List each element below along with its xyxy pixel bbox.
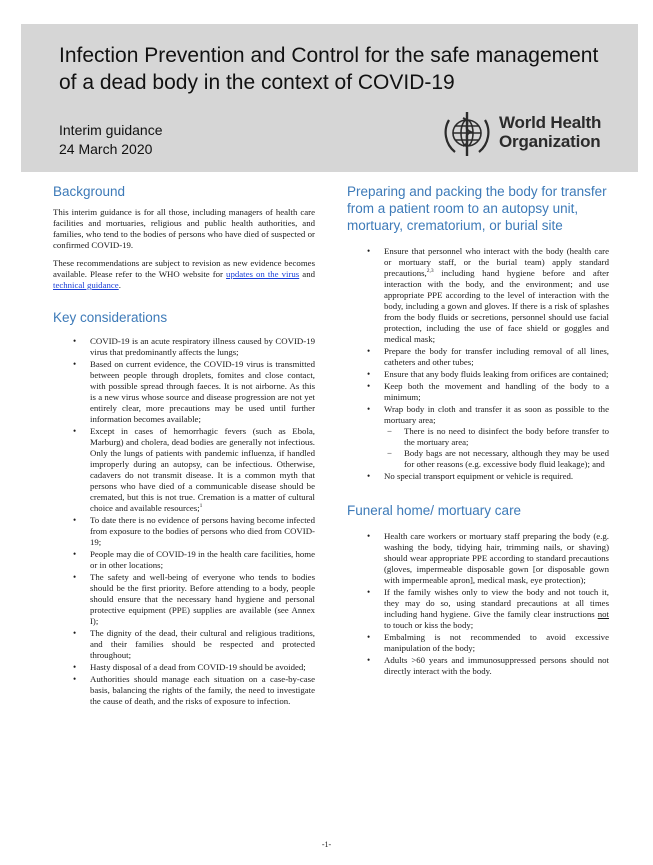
list-item: • Keep both the movement and handling of the body to a minimum;: [347, 381, 609, 403]
list-item: • Ensure that any body fluids leaking from orifices are contained;: [347, 369, 609, 380]
list-item: • If the family wishes only to view the body and not touch it, they may do so, using standard precautions at all times including hand hygiene. Give the family clear instructions not to touch or kiss the body;: [347, 587, 609, 631]
list-item: • People may die of COVID-19 in the health care facilities, home or in other locations;: [53, 549, 315, 571]
sub-list-item: − Body bags are not necessary, although they may be used for other reasons (e.g. excessive body fluid leakage); and: [384, 448, 609, 470]
list-item: • To date there is no evidence of persons having become infected from exposure to the bodies of persons who died from COVID-19;: [53, 515, 315, 548]
list-item: • Health care workers or mortuary staff preparing the body (e.g. washing the body, tidying hair, trimming nails, or shaving) should wear appropriate PPE according to standard precautions (gloves, impermeable disposable gown [or disposable gown with impermeable apron], medical mask, eye protection);: [347, 531, 609, 586]
list-item: • COVID-19 is an acute respiratory illness caused by COVID-19 virus that predominantly affects the lungs;: [53, 336, 315, 358]
list-item: • Wrap body in cloth and transfer it as soon as possible to the mortuary area; − There is no need to disinfect the body before transfer to the mortuary area; − Body bags are not necessary, although they may be used for other reasons (e.g. excessive body fluid leakage); and: [347, 404, 609, 470]
reference-marker: 2,3: [426, 268, 434, 275]
guidance-type: Interim guidance: [59, 122, 163, 138]
header-banner: [21, 24, 638, 172]
background-para-2: These recommendations are subject to revision as new evidence becomes available. Please refer to the WHO website for updates on the virus and technical guidance.: [53, 258, 315, 290]
key-considerations-heading: Key considerations: [53, 310, 168, 325]
list-item: • Hasty disposal of a dead from COVID-19 should be avoided;: [53, 662, 315, 673]
who-emblem-icon: [439, 108, 495, 158]
funeral-heading: Funeral home/ mortuary care: [347, 503, 522, 518]
list-item: • Prepare the body for transfer including removal of all lines, catheters and other tubes;: [347, 346, 609, 368]
preparing-heading: Preparing and packing the body for transfer from a patient room to an autopsy unit, mortuary, crematorium, or burial site: [347, 184, 607, 233]
who-logo: [439, 108, 629, 158]
updates-link[interactable]: updates on the virus: [226, 269, 300, 279]
list-item: • The dignity of the dead, their cultural and religious traditions, and their families should be respected and protected throughout;: [53, 628, 315, 661]
list-item: • Based on current evidence, the COVID-19 virus is transmitted between people through droplets, fomites and close contact, with possible spread through faeces. It is not airborne. As this is a new virus whose source and disease progression are not yet entirely clear, more precautions may be used until further information becomes available;: [53, 359, 315, 425]
technical-guidance-link[interactable]: technical guidance: [53, 280, 119, 290]
background-para-1: This interim guidance is for all those, including managers of health care facilities and mortuaries, religious and public health authorities, and families, who tend to the bodies of persons who have died of suspected or confirmed COVID-19.: [53, 207, 315, 250]
list-item: • Embalming is not recommended to avoid excessive manipulation of the body;: [347, 632, 609, 654]
subtitle: [59, 121, 163, 159]
page-title: Infection Prevention and Control for the safe management of a dead body in the context of COVID-19: [59, 44, 599, 94]
background-heading: Background: [53, 184, 126, 199]
publication-date: 24 March 2020: [59, 141, 153, 157]
list-item: • Adults >60 years and immunosuppressed persons should not directly interact with the body.: [347, 655, 609, 677]
key-considerations-list: [53, 336, 315, 707]
funeral-list: [347, 531, 609, 677]
list-item: • Except in cases of hemorrhagic fevers (such as Ebola, Marburg) and cholera, dead bodies are generally not infectious. Only the lungs of patients with pandemic influenza, if handled improperly during an autopsy, can be infectious. Otherwise, cadavers do not transmit disease. It is a common myth that persons who have died of a communicable disease should be cremated, but this is not true. Cremation is a matter of cultural choice and available resources;$^1$: [53, 426, 315, 514]
page-number: -1-: [321, 840, 332, 849]
right-column: [347, 183, 609, 678]
list-item: • Ensure that personnel who interact with the body (health care or mortuary staff, or the burial team) apply standard precautions,$^{2,3}$ including hand hygiene before and after interaction with the body, and the environment; and use appropriate PPE according to the level of interaction with the body, including a gown and gloves. If there is a risk of splashes from the body fluids or secretions, personnel should use facial protection, including the use of face shield or goggles and medical mask;: [347, 246, 609, 345]
sub-list-item: − There is no need to disinfect the body before transfer to the mortuary area;: [384, 426, 609, 448]
list-item: • Authorities should manage each situation on a case-by-case basis, balancing the rights of the family, the need to investigate the cause of death, and the risks of exposure to infection.: [53, 674, 315, 707]
left-column: [53, 183, 315, 708]
preparing-list: [347, 246, 609, 482]
preparing-sub-list: [384, 426, 609, 470]
reference-marker: 1: [199, 503, 203, 510]
who-wordmark: World Health Organization: [499, 113, 602, 151]
list-item: • No special transport equipment or vehicle is required.: [347, 471, 609, 482]
list-item: • The safety and well-being of everyone who tends to bodies should be the first priority. Before attending to a body, people should ensure that the necessary hand hygiene and personal protective equipment (PPE) supplies are available (see Annex I);: [53, 572, 315, 627]
